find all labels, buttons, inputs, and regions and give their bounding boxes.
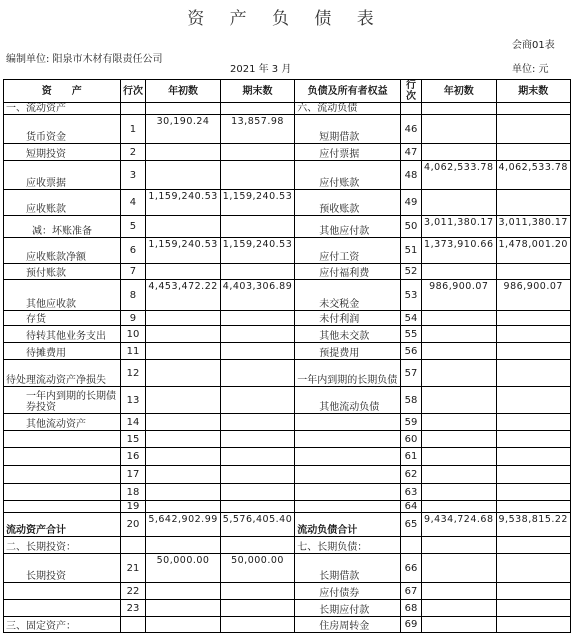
asset-item — [4, 583, 121, 600]
col-asset: 资 产 — [4, 80, 121, 103]
table-row — [4, 280, 571, 311]
liability-seq: 47 — [400, 144, 421, 161]
asset-begin — [146, 326, 220, 343]
asset-begin — [146, 617, 220, 633]
asset-seq: 8 — [120, 280, 146, 311]
liability-end — [496, 617, 571, 633]
asset-begin — [146, 600, 220, 617]
asset-seq: 2 — [120, 144, 146, 161]
asset-begin — [146, 144, 220, 161]
asset-seq: 6 — [120, 238, 146, 264]
liability-begin — [422, 190, 496, 216]
asset-item: 存货 — [4, 311, 121, 326]
liability-item: 预收账款 — [295, 190, 401, 216]
table-row — [4, 326, 571, 343]
form-code: 会商01表 — [512, 40, 555, 51]
liability-begin — [422, 387, 496, 414]
liability-begin — [422, 144, 496, 161]
liability-begin: 9,434,724.68 — [422, 513, 496, 537]
asset-seq: 17 — [120, 466, 146, 484]
asset-seq: 1 — [120, 115, 146, 144]
asset-item: 货币资金 — [4, 115, 121, 144]
table-row — [4, 311, 571, 326]
asset-begin — [146, 448, 220, 466]
liability-seq: 58 — [400, 387, 421, 414]
asset-end — [220, 466, 294, 484]
liability-seq: 60 — [400, 431, 421, 448]
liability-begin — [422, 600, 496, 617]
liability-seq: 53 — [400, 280, 421, 311]
asset-begin — [146, 216, 220, 238]
asset-end — [220, 431, 294, 448]
liability-begin — [422, 537, 496, 554]
liability-seq: 57 — [400, 360, 421, 387]
asset-begin — [146, 161, 220, 190]
liability-seq: 64 — [400, 501, 421, 513]
liability-end — [496, 537, 571, 554]
liability-item: 其他应付款 — [295, 216, 401, 238]
liability-begin — [422, 484, 496, 501]
liability-end — [496, 466, 571, 484]
liability-end: 3,011,380.17 — [496, 216, 571, 238]
table-row — [4, 161, 571, 190]
liability-begin: 1,373,910.66 — [422, 238, 496, 264]
table-row — [4, 537, 571, 554]
liability-end — [496, 360, 571, 387]
currency-unit: 单位: 元 — [512, 64, 549, 75]
liability-item: 应付福利费 — [295, 264, 401, 280]
liability-seq — [400, 103, 421, 115]
asset-begin — [146, 484, 220, 501]
table-row — [4, 238, 571, 264]
asset-end — [220, 216, 294, 238]
table-row — [4, 144, 571, 161]
liability-seq — [400, 537, 421, 554]
asset-end — [220, 414, 294, 431]
asset-item: 三、固定资产： — [4, 617, 121, 633]
asset-item — [4, 431, 121, 448]
liability-seq: 49 — [400, 190, 421, 216]
asset-item: 待摊费用 — [4, 343, 121, 360]
liability-seq: 67 — [400, 583, 421, 600]
liability-end — [496, 501, 571, 513]
asset-seq: 5 — [120, 216, 146, 238]
col-end2: 期末数 — [496, 80, 571, 103]
liability-item: 住房周转金 — [295, 617, 401, 633]
asset-begin: 4,453,472.22 — [146, 280, 220, 311]
table-row — [4, 583, 571, 600]
asset-end: 50,000.00 — [220, 554, 294, 583]
liability-seq: 66 — [400, 554, 421, 583]
liability-item: 长期借款 — [295, 554, 401, 583]
liability-end — [496, 190, 571, 216]
liability-seq: 63 — [400, 484, 421, 501]
liability-end — [496, 387, 571, 414]
col-liability: 负债及所有者权益 — [295, 80, 401, 103]
liability-seq: 55 — [400, 326, 421, 343]
liability-seq: 68 — [400, 600, 421, 617]
liability-begin — [422, 583, 496, 600]
asset-begin — [146, 103, 220, 115]
liability-end — [496, 414, 571, 431]
company-label: 编制单位: 阳泉市木材有限责任公司 — [6, 54, 163, 65]
liability-item: 预提费用 — [295, 343, 401, 360]
asset-end — [220, 387, 294, 414]
asset-item: 流动资产合计 — [4, 513, 121, 537]
liability-item — [295, 448, 401, 466]
asset-end — [220, 360, 294, 387]
liability-item — [295, 466, 401, 484]
asset-begin — [146, 343, 220, 360]
report-title: 资 产 负 债 表 — [187, 9, 384, 29]
asset-item: 待转其他业务支出 — [4, 326, 121, 343]
liability-end — [496, 264, 571, 280]
liability-begin — [422, 103, 496, 115]
table-row — [4, 343, 571, 360]
liability-begin — [422, 466, 496, 484]
liability-end: 1,478,001.20 — [496, 238, 571, 264]
liability-end — [496, 554, 571, 583]
liability-seq: 62 — [400, 466, 421, 484]
asset-item: 预付账款 — [4, 264, 121, 280]
liability-item: 其他未交款 — [295, 326, 401, 343]
asset-seq: 3 — [120, 161, 146, 190]
header-row — [4, 80, 571, 103]
col-begin: 年初数 — [146, 80, 220, 103]
asset-begin — [146, 583, 220, 600]
asset-seq: 9 — [120, 311, 146, 326]
liability-end — [496, 484, 571, 501]
asset-seq: 10 — [120, 326, 146, 343]
liability-end: 986,900.07 — [496, 280, 571, 311]
liability-begin — [422, 554, 496, 583]
table-row — [4, 617, 571, 633]
asset-end: 13,857.98 — [220, 115, 294, 144]
asset-item: 应收票据 — [4, 161, 121, 190]
table-row — [4, 414, 571, 431]
liability-begin — [422, 311, 496, 326]
asset-begin — [146, 414, 220, 431]
asset-seq: 4 — [120, 190, 146, 216]
asset-seq: 12 — [120, 360, 146, 387]
asset-item: 应收账款净额 — [4, 238, 121, 264]
table-row — [4, 387, 571, 414]
asset-seq: 22 — [120, 583, 146, 600]
liability-end — [496, 600, 571, 617]
asset-seq: 14 — [120, 414, 146, 431]
asset-end — [220, 501, 294, 513]
liability-end — [496, 144, 571, 161]
liability-end — [496, 311, 571, 326]
liability-end — [496, 431, 571, 448]
asset-end: 1,159,240.53 — [220, 238, 294, 264]
col-begin2: 年初数 — [422, 80, 496, 103]
liability-begin — [422, 617, 496, 633]
liability-begin: 986,900.07 — [422, 280, 496, 311]
liability-seq: 46 — [400, 115, 421, 144]
asset-item — [4, 600, 121, 617]
col-seq2: 行次 — [400, 80, 421, 103]
asset-begin: 50,000.00 — [146, 554, 220, 583]
liability-begin — [422, 326, 496, 343]
asset-seq: 7 — [120, 264, 146, 280]
asset-seq: 21 — [120, 554, 146, 583]
asset-end — [220, 583, 294, 600]
liability-end — [496, 326, 571, 343]
liability-item — [295, 484, 401, 501]
asset-item: 待处理流动资产净损失 — [4, 360, 121, 387]
liability-item: 其他流动负债 — [295, 387, 401, 414]
liability-begin — [422, 115, 496, 144]
col-end: 期末数 — [220, 80, 294, 103]
liability-end — [496, 583, 571, 600]
asset-seq — [120, 537, 146, 554]
table-row — [4, 264, 571, 280]
liability-seq: 48 — [400, 161, 421, 190]
liability-begin — [422, 431, 496, 448]
asset-seq — [120, 617, 146, 633]
asset-begin — [146, 264, 220, 280]
asset-end — [220, 161, 294, 190]
table-row — [4, 431, 571, 448]
asset-item: 一年内到期的长期债券投资 — [4, 387, 121, 414]
liability-item: 未付利润 — [295, 311, 401, 326]
asset-seq: 19 — [120, 501, 146, 513]
asset-end — [220, 617, 294, 633]
table-row — [4, 448, 571, 466]
balance-sheet-table — [3, 79, 571, 633]
asset-item — [4, 466, 121, 484]
asset-seq: 11 — [120, 343, 146, 360]
liability-begin: 4,062,533.78 — [422, 161, 496, 190]
asset-end — [220, 343, 294, 360]
asset-end — [220, 264, 294, 280]
asset-begin — [146, 537, 220, 554]
asset-begin: 1,159,240.53 — [146, 190, 220, 216]
liability-item: 长期应付款 — [295, 600, 401, 617]
liability-item: 应付工资 — [295, 238, 401, 264]
report-date: 2021 年 3 月 — [230, 64, 292, 75]
asset-end — [220, 600, 294, 617]
asset-item: 应收账款 — [4, 190, 121, 216]
asset-begin — [146, 431, 220, 448]
asset-end — [220, 144, 294, 161]
asset-begin: 1,159,240.53 — [146, 238, 220, 264]
asset-seq: 13 — [120, 387, 146, 414]
asset-begin — [146, 311, 220, 326]
asset-end: 1,159,240.53 — [220, 190, 294, 216]
liability-begin: 3,011,380.17 — [422, 216, 496, 238]
table-row — [4, 484, 571, 501]
liability-item: 一年内到期的长期负债 — [295, 360, 401, 387]
asset-begin — [146, 466, 220, 484]
liability-seq: 50 — [400, 216, 421, 238]
asset-end — [220, 448, 294, 466]
liability-item: 六、流动负债 — [295, 103, 401, 115]
liability-begin — [422, 414, 496, 431]
asset-item — [4, 484, 121, 501]
asset-begin — [146, 501, 220, 513]
liability-item: 七、长期负债： — [295, 537, 401, 554]
liability-end — [496, 448, 571, 466]
asset-seq: 18 — [120, 484, 146, 501]
asset-seq: 20 — [120, 513, 146, 537]
liability-begin — [422, 501, 496, 513]
liability-item — [295, 431, 401, 448]
asset-end — [220, 103, 294, 115]
asset-end — [220, 311, 294, 326]
liability-end — [496, 343, 571, 360]
asset-item: 减：坏账准备 — [4, 216, 121, 238]
liability-seq: 65 — [400, 513, 421, 537]
liability-item: 应付债券 — [295, 583, 401, 600]
table-row — [4, 466, 571, 484]
asset-item: 其他流动资产 — [4, 414, 121, 431]
asset-end — [220, 537, 294, 554]
asset-end — [220, 484, 294, 501]
asset-begin: 5,642,902.99 — [146, 513, 220, 537]
liability-item — [295, 414, 401, 431]
col-seq: 行次 — [120, 80, 146, 103]
liability-end — [496, 115, 571, 144]
asset-seq: 23 — [120, 600, 146, 617]
liability-item — [295, 501, 401, 513]
liability-seq: 51 — [400, 238, 421, 264]
asset-item: 一、流动资产 — [4, 103, 121, 115]
liability-begin — [422, 343, 496, 360]
table-row — [4, 190, 571, 216]
table-row — [4, 360, 571, 387]
asset-seq — [120, 103, 146, 115]
liability-item: 流动负债合计 — [295, 513, 401, 537]
liability-begin — [422, 448, 496, 466]
asset-end: 4,403,306.89 — [220, 280, 294, 311]
table-row — [4, 103, 571, 115]
asset-begin — [146, 387, 220, 414]
asset-item: 二、长期投资： — [4, 537, 121, 554]
table-row — [4, 513, 571, 537]
asset-item — [4, 448, 121, 466]
table-row — [4, 554, 571, 583]
asset-begin: 30,190.24 — [146, 115, 220, 144]
liability-item: 应付账款 — [295, 161, 401, 190]
table-row — [4, 501, 571, 513]
asset-item: 长期投资 — [4, 554, 121, 583]
liability-seq: 59 — [400, 414, 421, 431]
asset-seq: 15 — [120, 431, 146, 448]
asset-seq: 16 — [120, 448, 146, 466]
asset-end — [220, 326, 294, 343]
liability-end: 9,538,815.22 — [496, 513, 571, 537]
asset-begin — [146, 360, 220, 387]
liability-seq: 52 — [400, 264, 421, 280]
liability-item: 应付票据 — [295, 144, 401, 161]
asset-end: 5,576,405.40 — [220, 513, 294, 537]
asset-item: 短期投资 — [4, 144, 121, 161]
liability-seq: 69 — [400, 617, 421, 633]
liability-begin — [422, 360, 496, 387]
asset-item — [4, 501, 121, 513]
liability-item: 未交税金 — [295, 280, 401, 311]
liability-end — [496, 103, 571, 115]
asset-item: 其他应收款 — [4, 280, 121, 311]
table-row — [4, 600, 571, 617]
liability-seq: 54 — [400, 311, 421, 326]
liability-seq: 61 — [400, 448, 421, 466]
table-row — [4, 115, 571, 144]
liability-end: 4,062,533.78 — [496, 161, 571, 190]
liability-begin — [422, 264, 496, 280]
liability-seq: 56 — [400, 343, 421, 360]
table-row — [4, 216, 571, 238]
liability-item: 短期借款 — [295, 115, 401, 144]
